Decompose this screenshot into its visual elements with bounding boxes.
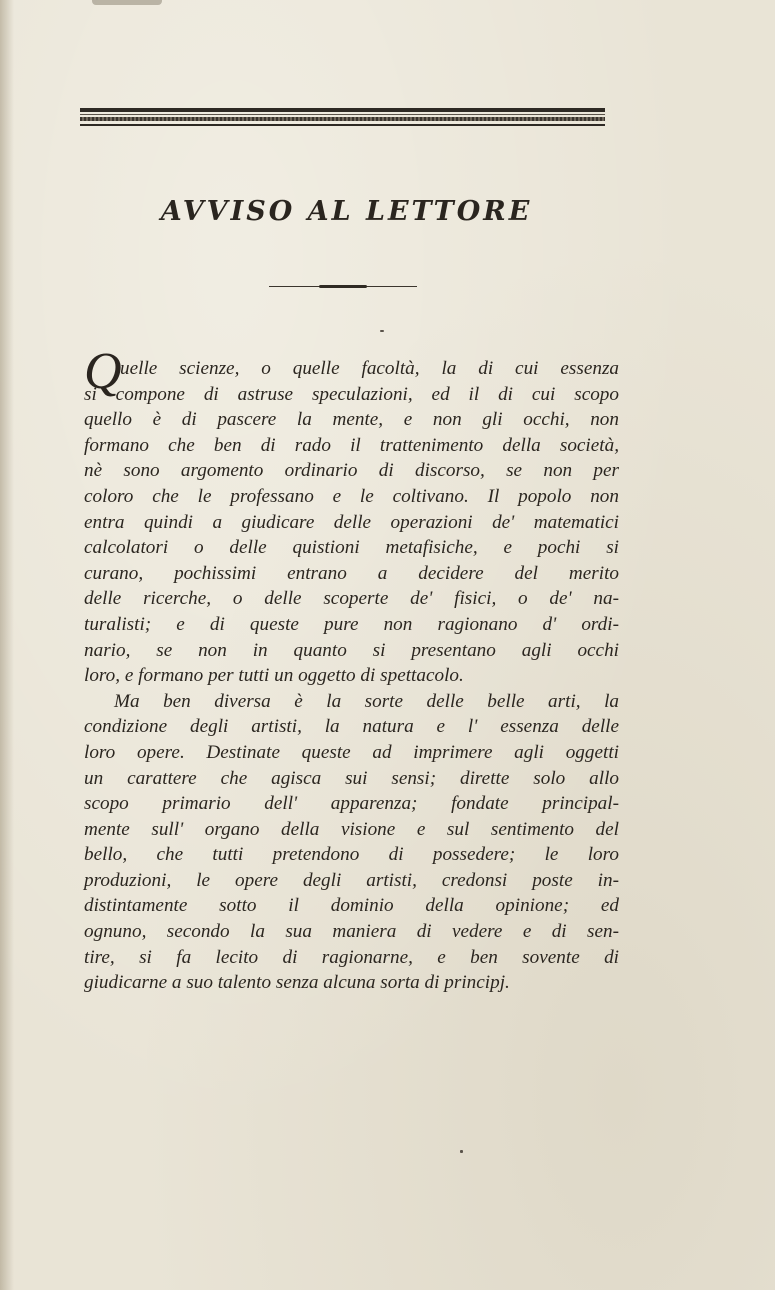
text-line: uelle scienze, o quelle facoltà, la di cui essenza <box>120 358 619 379</box>
header-rule-thin <box>80 124 605 126</box>
text-line: curano, pochissimi entrano a decidere del merito <box>84 562 619 584</box>
text-line: turalisti; e di queste pure non ragionano d' ordi- <box>84 613 619 635</box>
text-line: un carattere che agisca sui sensi; dirette solo allo <box>84 767 619 789</box>
text-line: condizione degli artisti, la natura e l' essenza delle <box>84 716 619 738</box>
ornament-swell <box>319 285 367 288</box>
text-line: bello, che tutti pretendono di possedere; le loro <box>84 844 619 866</box>
text-line: calcolatori o delle quistioni metafisiche, e pochi si <box>84 537 619 559</box>
text-line: loro, e formano per tutti un oggetto di spettacolo. <box>84 665 464 687</box>
page-edge-shadow <box>0 0 14 1290</box>
text-line: Ma ben diversa è la sorte delle belle arti, la <box>114 690 619 712</box>
paragraph-1 <box>84 356 619 689</box>
paragraph-2 <box>84 689 619 996</box>
text-line: coloro che le professano e le coltivano. Il popolo non <box>84 485 619 507</box>
text-line: ognuno, secondo la sua maniera di vedere e di sen- <box>84 921 619 943</box>
text-line: si compone di astruse speculazioni, ed il di cui scopo <box>84 383 619 405</box>
text-line: entra quindi a giudicare delle operazioni de' matematici <box>84 511 619 533</box>
text-line: nario, se non in quanto si presentano agli occhi <box>84 639 619 661</box>
text-line: formano che ben di rado il trattenimento della società, <box>84 434 619 456</box>
text-line: scopo primario dell' apparenza; fondate principal- <box>84 793 619 815</box>
drop-cap: Q <box>84 343 122 400</box>
text-line: nè sono argomento ordinario di discorso, se non per <box>84 460 619 482</box>
text-line: loro opere. Destinate queste ad imprimere agli oggetti <box>84 741 619 763</box>
text-line: distintamente sotto il dominio della opinione; ed <box>84 895 619 917</box>
ink-speck <box>380 330 384 332</box>
text-line: mente sull' organo della visione e sul sentimento del <box>84 818 619 840</box>
header-rule-band <box>80 117 605 121</box>
body-text <box>84 356 619 996</box>
top-ink-smudge <box>92 0 162 5</box>
text-line: quello è di pascere la mente, e non gli occhi, non <box>84 409 619 431</box>
text-line: giudicarne a suo talento senza alcuna sorta di principj. <box>84 972 510 994</box>
title-ornament-rule <box>269 285 417 289</box>
page-title: AVVISO AL LETTORE <box>160 196 533 227</box>
header-rule <box>80 108 605 130</box>
text-line: tire, si fa lecito di ragionarne, e ben sovente di <box>84 946 619 968</box>
ink-speck <box>460 1150 463 1153</box>
text-line: delle ricerche, o delle scoperte de' fisici, o de' na- <box>84 588 619 610</box>
header-rule-thick <box>80 108 605 112</box>
header-rule-mid <box>80 114 605 115</box>
text-line: produzioni, le opere degli artisti, credonsi poste in- <box>84 869 619 891</box>
